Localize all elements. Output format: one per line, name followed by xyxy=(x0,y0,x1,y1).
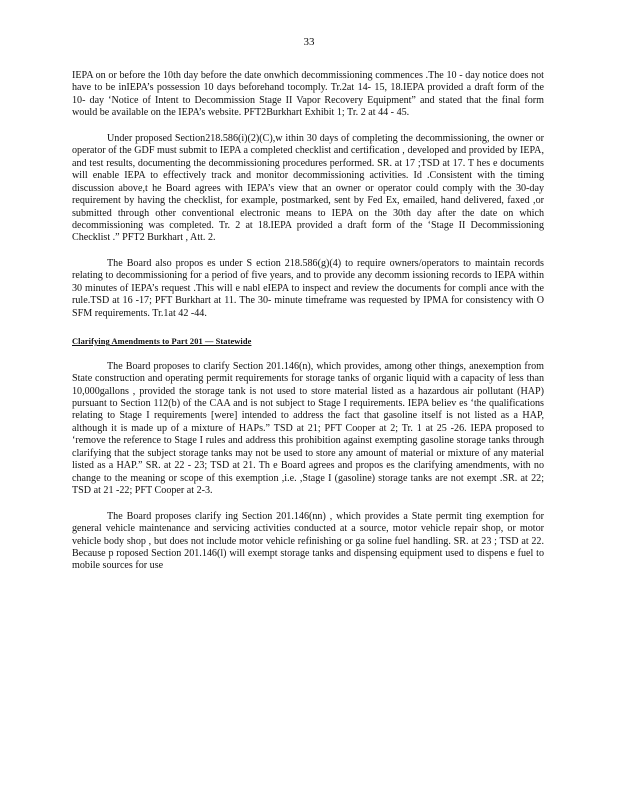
paragraph-notice-timing: IEPA on or before the 10th day before the date onwhich decommissioning commences .The 10 - day notice does not have to be inIEPA’s possession 10 days beforehand tocomply. Tr.2at 14- 15, 18.IEPA provided a draft form of the 10- day ‘Notice of Intent to Decommission Stage II Vapor Recovery Equipment” and stated that the final form would be available on the IEPA’s website. PFT2Burkhart Exhibit 1; Tr. 2 at 44 - 45. xyxy=(72,70,544,119)
paragraph-decommissioning-checklist: Under proposed Section218.586(i)(2)(C),w ithin 30 days of completing the decommissioning, the owner or operator of the GDF must submit to IEPA a completed checklist and certification , developed and provided by IEPA, and test results, documenting the decommissioning procedures performed. SR. at 17 ;TSD at 17. T hes e documents will enable IEPA to effectively track and monitor decommissioning activities. Id .Consistent with the timing discussion above,t he Board agrees with IEPA’s view that an owner or operator could comply with the 30-day requirement by having the checklist, for example, postmarked, sent by Fed Ex, emailed, hand delivered, faxed ,or submitted through other conventional electronic means to IEPA on the 30th day after the date on which decommissioning was completed. Tr. 2 at 18.IEPA provided a draft form of the ‘Stage II Decommissioning Checklist .” PFT2 Burkhart , Att. 2. xyxy=(72,132,544,244)
document-body xyxy=(72,70,544,586)
page-number: 33 xyxy=(303,36,315,48)
paragraph-section-201-146nn: The Board proposes clarify ing Section 201.146(nn) , which provides a State permit ting exemption for general vehicle maintenance and servicing activities conducted at a source, motor vehicle repair shop, or motor vehicle body shop , but does not include motor vehicle refinishing or ga soline fuel handling. SR. at 23 ; TSD at 22. Because p roposed Section 201.146(l) will exempt storage tanks and dispensing equipment used to dispens e fuel to mobile sources for use xyxy=(72,510,544,572)
paragraph-recordkeeping: The Board also propos es under S ection 218.586(g)(4) to require owners/operators to maintain records relating to decommissioning for a period of five years, and to provide any decomm issioning records to IEPA within 30 minutes of IEPA’s request .This will e nabl eIEPA to inspect and review the documents for compli ance with the rule.TSD at 16 -17; PFT Burkhart at 11. The 30- minute timeframe was requested by IPMA for consistency with O SFM requirements. Tr.1at 42 -44. xyxy=(72,257,544,319)
section-heading: Clarifying Amendments to Part 201 — Statewide xyxy=(72,337,252,347)
paragraph-section-201-146n: The Board proposes to clarify Section 201.146(n), which provides, among other things, anexemption from State construction and operating permit requirements for storage tanks of organic liquid with a capacity of less than 10,000gallons , provided the storage tank is not used to store material listed as a hazardous air pollutant (HAP) pursuant to Section 112(b) of the CAA and is not subject to Stage I requirements. IEPA believ es ‘the qualifications relating to Stage I requirements [were] intended to address the fact that gasoline itself is not listed as a HAP, although it is made up of a mixture of HAPs.” TSD at 21; PFT Cooper at 2; Tr. 1 at 25 -26. IEPA proposed to ‘remove the reference to Stage I rules and address this prohibition against exempting gasoline storage tanks through clarifying that the subject storage tanks may not be used to store any amount of material or mixture of any material listed as a HAP.” SR. at 22 - 23; TSD at 21. Th e Board agrees and propos es the clarifying amendments, with no change to the meaning or scope of this exemption ,i.e. ,Stage I (gasoline) storage tanks are not exempt .SR. at 22; TSD at 21 -22; PFT Cooper at 2-3. xyxy=(72,360,544,497)
